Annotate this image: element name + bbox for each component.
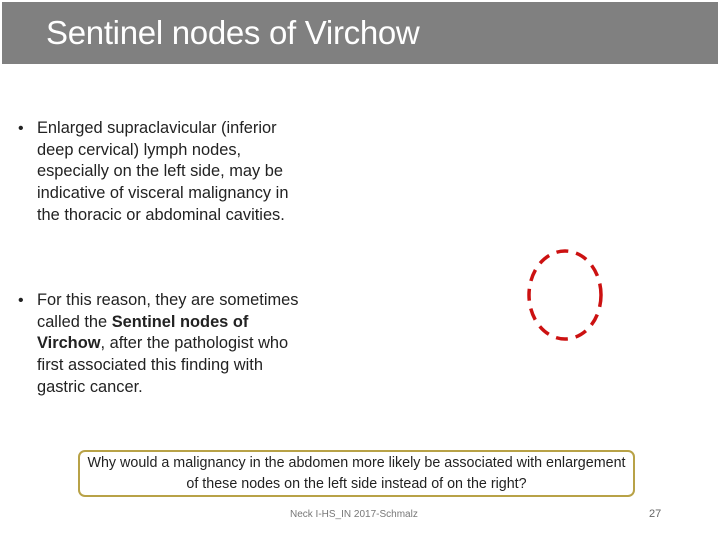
bullet-text [18, 290, 308, 399]
page-number: 27 [649, 508, 662, 520]
bullet-bold-term: Sentinel nodes of Virchow [37, 312, 249, 353]
footer-text: Neck I-HS_IN 2017-Schmalz [290, 509, 418, 520]
bullet-item [18, 290, 308, 399]
question-box [78, 450, 635, 497]
bullet-text: Enlarged supraclavicular (inferior deep cervical) lymph nodes, especially on the left side, may be indicative of visceral malignancy in the thoracic or abdominal cavities. [37, 119, 289, 224]
question-text: Why would a malignancy in the abdomen more likely be associated with enlargement of these nodes on the left side instead of on the right? [87, 454, 626, 492]
dashed-circle-outline [529, 251, 601, 339]
bullet-item [18, 118, 308, 227]
title-bar [2, 2, 718, 64]
slide-title: Sentinel nodes of Virchow [46, 14, 420, 51]
bullet-text-lead: For this reason, they are sometimes called the [37, 291, 299, 331]
dashed-circle-marker [518, 245, 612, 349]
bullet-dot: • [18, 120, 24, 137]
bullet-text-tail: , after the pathologist who first associated this finding with gastric cancer. [37, 334, 289, 396]
bullet-dot: • [18, 292, 24, 309]
